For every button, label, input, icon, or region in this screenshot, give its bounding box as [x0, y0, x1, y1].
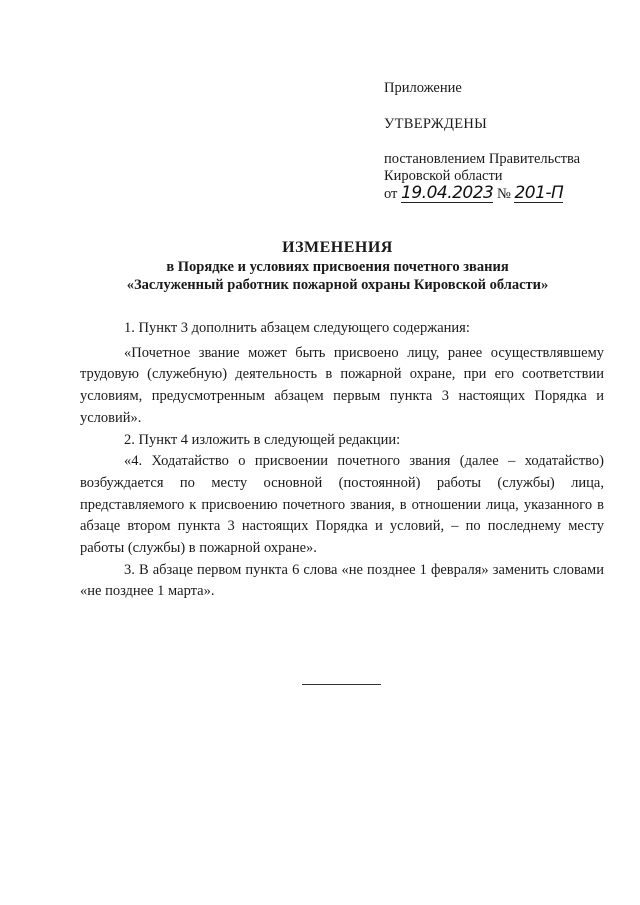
- paragraph-4: «4. Ходатайство о присвоении почетного звания (далее – ходатайство) возбуждается по месту основной (постоянной) работы (службы) лица, представляемого к присвоению почетного звания, в отношении лица, указанного в абзаце втором пункта 3 настоящих Порядка и условий, – по последнему месту работы (службы) в пожарной охране».: [80, 453, 604, 557]
- document-heading: [60, 238, 615, 294]
- document-title: ИЗМЕНЕНИЯ: [282, 239, 393, 256]
- end-divider: [302, 684, 381, 685]
- date-prefix: от: [384, 186, 398, 202]
- handwritten-number: 201-П: [514, 183, 564, 203]
- approved-label: УТВЕРЖДЕНЫ: [384, 116, 488, 132]
- decree-line-1: постановлением Правительства: [384, 151, 581, 167]
- handwritten-date: 19.04.2023: [401, 183, 494, 203]
- paragraph-2: «Почетное звание может быть присвоено лицу, ранее осуществлявшему трудовую (служебную) деятельность в пожарной охране, при его соответствии условиям, предусмотренным абзацем первым пункта 3 настоящих Порядка и условий».: [80, 344, 604, 426]
- subtitle-line-2: «Заслуженный работник пожарной охраны Кировской области»: [126, 277, 549, 293]
- number-sign: №: [497, 186, 511, 202]
- document-body: [80, 318, 604, 603]
- paragraph-1: 1. Пункт 3 дополнить абзацем следующего содержания:: [124, 320, 470, 336]
- appendix-label: Приложение: [384, 80, 462, 96]
- paragraph-3: 2. Пункт 4 изложить в следующей редакции:: [124, 431, 401, 448]
- decree-line-2: Кировской области: [384, 168, 503, 184]
- paragraph-5: 3. В абзаце первом пункта 6 слова «не позднее 1 февраля» заменить словами «не позднее 1 марта».: [80, 561, 604, 600]
- decree-date-number: [384, 185, 563, 203]
- subtitle-line-1: в Порядке и условиях присвоения почетного звания: [166, 259, 509, 275]
